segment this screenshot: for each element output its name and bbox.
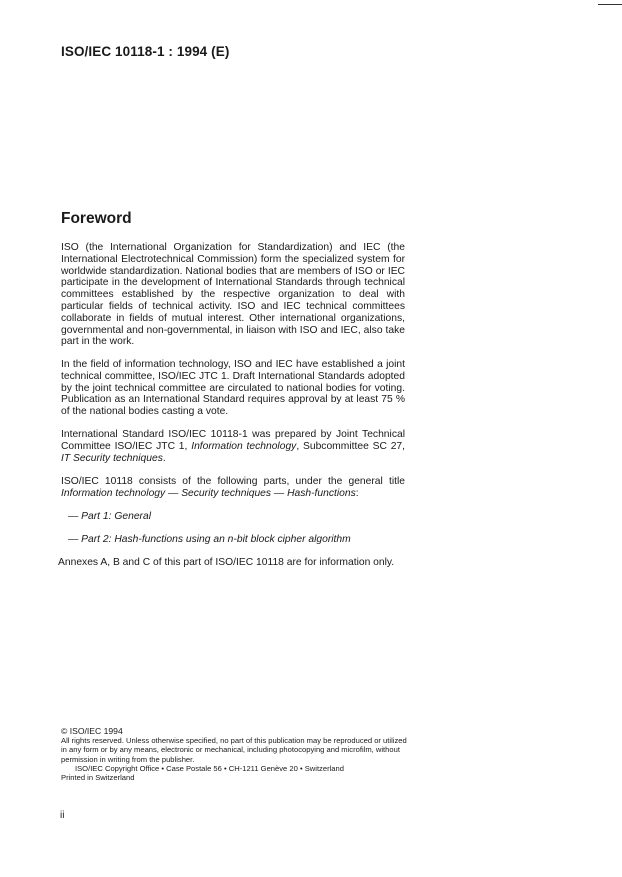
paragraph-text: :	[355, 487, 359, 499]
italic-title: Information technology	[191, 440, 297, 452]
paragraph-parts	[61, 476, 405, 500]
paragraph-text: , Subcommittee SC 27,	[296, 440, 406, 452]
document-id: ISO/IEC 10118-1 : 1994 (E)	[61, 44, 230, 59]
copyright-notice: © ISO/IEC 1994	[61, 726, 123, 736]
rights-statement: All rights reserved. Unless otherwise specified, no part of this publication may be reproduced or utilized in any form or by any means, electronic or mechanical, including photocopying and microfilm, without permission in writing from the publisher.	[61, 736, 407, 764]
copyright-office-address: ISO/IEC Copyright Office • Case Postale 56 • CH-1211 Genève 20 • Switzerland	[75, 763, 344, 773]
paragraph-organizations: ISO (the International Organization for Standardization) and IEC (the International Electrotechnical Commission) form the specialized system for worldwide standardization. National bodies that are members of ISO or IEC participate in the development of International Standards through technical committees established by the respective organization to deal with particular fields of technical activity. ISO and IEC technical committees collaborate in fields of mutual interest. Other international organizations, governmental and non-governmental, in liaison with ISO and IEC, also take part in the work.	[61, 242, 405, 348]
list-item	[68, 534, 351, 546]
printed-in: Printed in Switzerland	[61, 773, 135, 783]
list-item	[68, 511, 151, 523]
corner-mark	[598, 4, 622, 5]
paragraph-prepared-by	[61, 429, 405, 464]
paragraph-jtc1: In the field of information technology, ISO and IEC have established a joint technical committee, ISO/IEC JTC 1. Draft International Standards adopted by the joint technical committee are circulated to national bodies for voting. Publication as an International Standard requires approval by at least 75 % of the national bodies casting a vote.	[61, 359, 405, 418]
list-item-text: — Part 1: General	[68, 511, 151, 522]
section-title: Foreword	[61, 210, 132, 227]
paragraph-text: .	[162, 452, 166, 464]
italic-title: IT Security techniques	[61, 452, 163, 464]
italic-title: Information technology — Security techniques — Hash-functions	[61, 487, 356, 499]
paragraph-text: International Standard ISO/IEC 10118-1 was prepared by Joint Technical Committee ISO/IEC JTC 1,	[61, 429, 405, 452]
copyright-footer	[61, 727, 411, 782]
paragraph-text: ISO/IEC 10118 consists of the following parts, under the general title	[61, 476, 405, 487]
page-number: ii	[60, 810, 65, 821]
paragraph-annexes: Annexes A, B and C of this part of ISO/IEC 10118 are for information only.	[58, 557, 395, 568]
list-item-text: — Part 2: Hash-functions using an n-bit block cipher algorithm	[68, 534, 351, 545]
